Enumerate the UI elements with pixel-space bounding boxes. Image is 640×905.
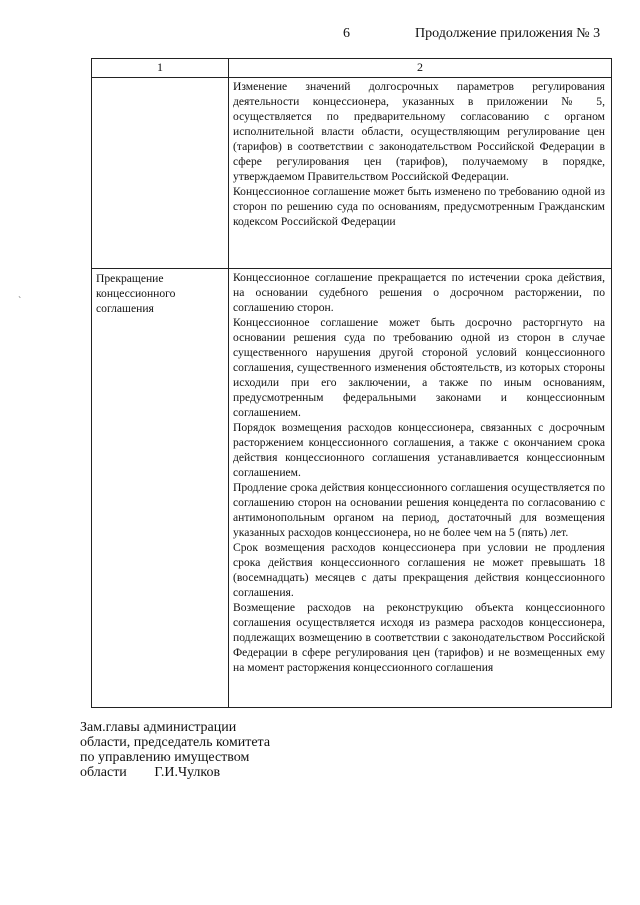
row-label <box>92 78 228 82</box>
paragraph: Изменение значений долгосрочных параметров регулирования деятельности концессионера, указанных в приложении № 5, осуществляется по предварительному согласованию с органом исполнительной власти области, осуществляющим регулирование цен (тарифов) в соответствии с законодательством Российской Федерации в сфере регулирования цен (тарифов), получаемому в порядке, утверждаемом Правительством Российской Федерации. <box>233 80 605 183</box>
row-content-cell <box>229 269 612 708</box>
paragraph: Концессионное соглашение прекращается по истечении срока действия, на основании судебного решения о досрочном расторжении, по соглашению сторон. <box>233 271 605 314</box>
paragraph: Концессионное соглашение может быть изменено по требованию одной из сторон по решению суда по основаниям, предусмотренным Гражданским кодексом Российской Федерации <box>233 185 605 228</box>
table-row <box>92 78 612 269</box>
table-row <box>92 269 612 708</box>
signatory-title-line: области, председатель комитета <box>80 735 271 750</box>
document-table <box>91 58 612 708</box>
signatory-title-line: по управлению имуществом <box>80 750 250 765</box>
row-label-cell <box>92 269 229 708</box>
stray-mark: ` <box>18 296 22 307</box>
paragraph: Порядок возмещения расходов концессионера, связанных с досрочным расторжением концессионного соглашения, а также с окончанием срока действия концессионного соглашения устанавливается концессионным соглашением. <box>233 421 605 479</box>
signature-block <box>80 720 270 780</box>
table-header-row <box>92 59 612 78</box>
signatory-title-last-line <box>80 765 270 780</box>
row-label: Прекращение концессионного соглашения <box>96 272 176 315</box>
signatory-title-line: Зам.главы администрации <box>80 720 237 735</box>
paragraph: Концессионное соглашение может быть досрочно расторгнуто на основании решения суда по требованию одной из сторон в случае существенного нарушения другой стороной условий концессионного соглашения, существенного изменения обстоятельств, из которых стороны исходили при его заключении, а также по иным основаниям, предусмотренным федеральными законами и концессионным соглашением. <box>233 316 605 419</box>
column-header-2: 2 <box>229 59 612 78</box>
row-label-cell <box>92 78 229 269</box>
signatory-title-line: области <box>80 765 127 780</box>
paragraph: Возмещение расходов на реконструкцию объекта концессионного соглашения осуществляется исходя из размера расходов концессионера, подлежащих возмещению в соответствии с законодательством Российской Федерации в сфере регулирования цен (тарифов) и не возмещенных ему на момент расторжения концессионного соглашения <box>233 601 605 674</box>
continuation-heading: Продолжение приложения № 3 <box>415 26 601 41</box>
page-number: 6 <box>343 26 350 41</box>
paragraph: Продление срока действия концессионного соглашения осуществляется по соглашению сторон на основании решения концедента по согласованию с антимонопольным органом на период, достаточный для возмещения указанных расходов концессионера, но не более чем на 5 (пять) лет. <box>233 481 605 539</box>
column-header-1: 1 <box>92 59 229 78</box>
row-content-cell <box>229 78 612 269</box>
paragraph: Срок возмещения расходов концессионера при условии не продления срока действия концессионного соглашения не может превышать 18 (восемнадцать) месяцев с даты прекращения действия концессионного соглашения. <box>233 541 605 599</box>
signatory-name: Г.И.Чулков <box>154 765 221 780</box>
